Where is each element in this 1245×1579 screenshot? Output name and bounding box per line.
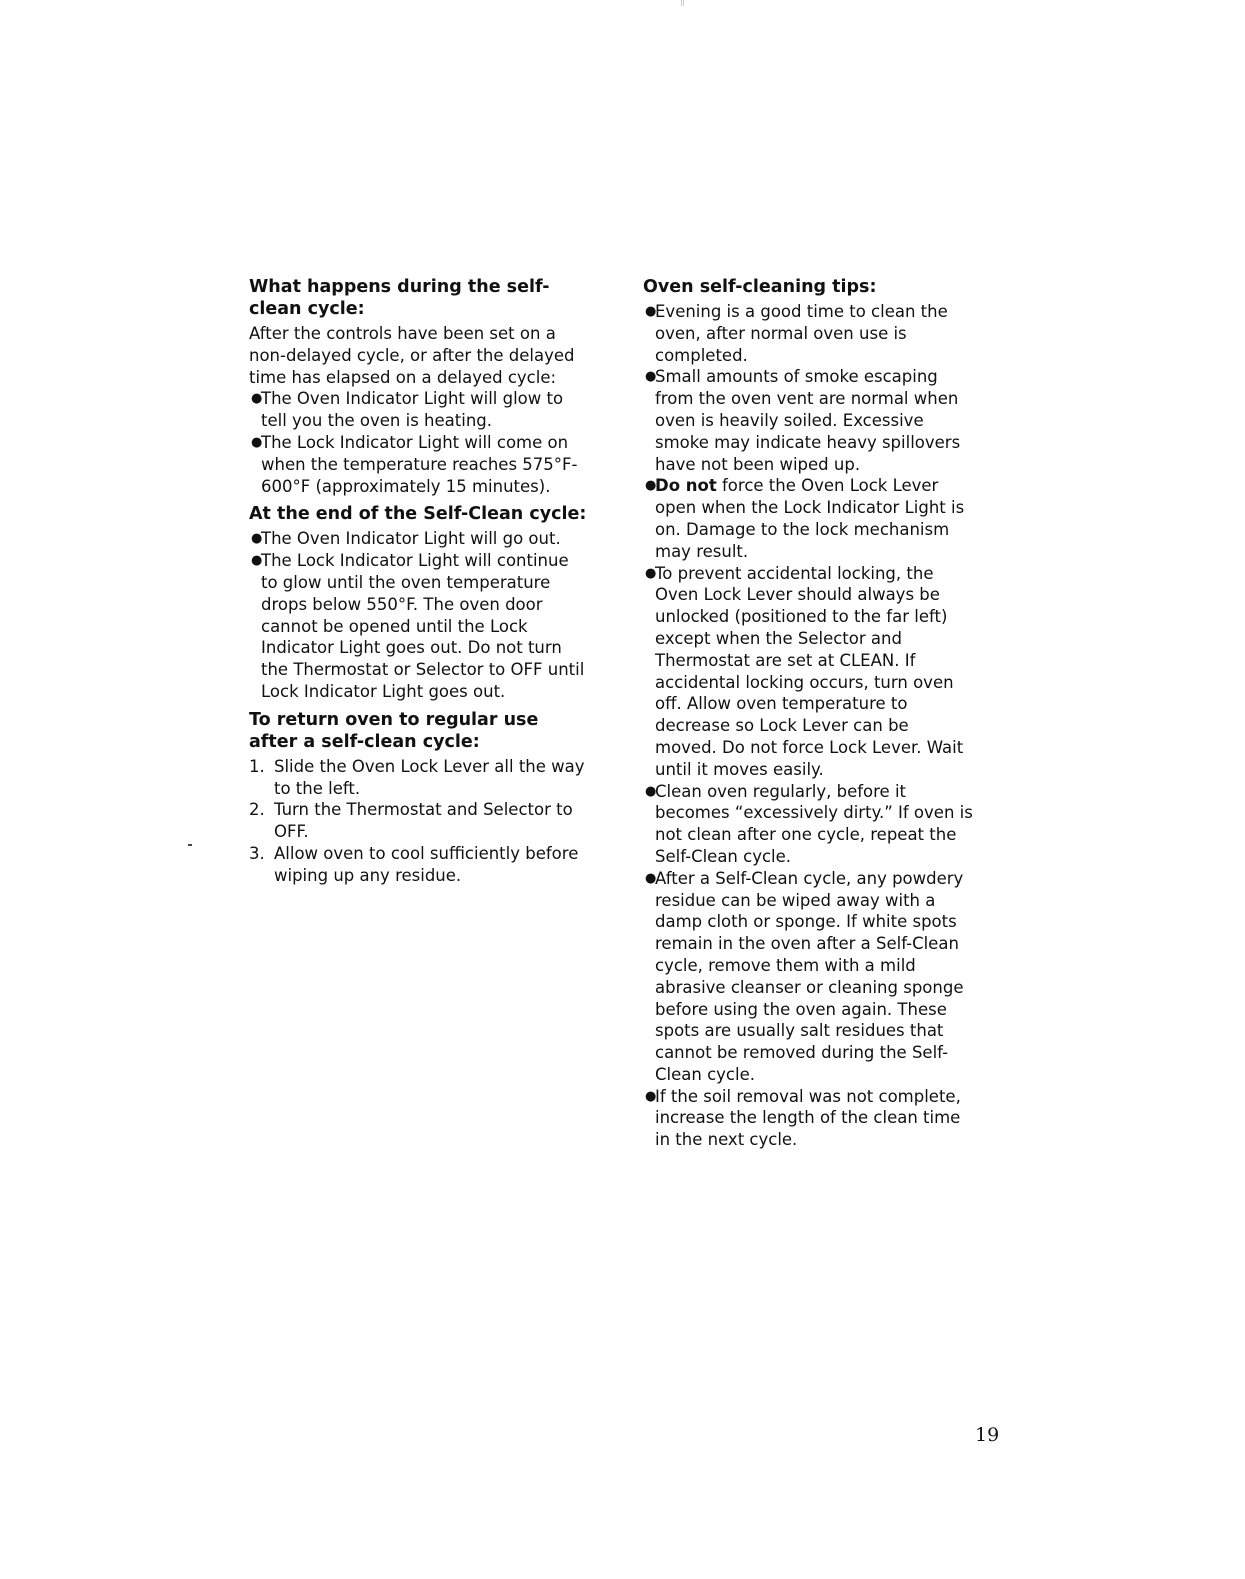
scan-mark [188, 844, 192, 846]
numbered-list [249, 756, 589, 887]
left-column [249, 276, 589, 887]
list-item: ● The Oven Indicator Light will go out. [251, 529, 561, 549]
bullet-icon: ● [251, 434, 263, 450]
section-heading: To return oven to regular use after a self-clean cycle: [249, 709, 539, 752]
bullet-icon: ● [645, 1088, 657, 1104]
right-column [643, 276, 973, 1151]
bullet-icon: ● [251, 553, 263, 569]
bullet-icon: ● [645, 565, 657, 581]
section-heading: Oven self-cleaning tips: [643, 277, 877, 297]
bullet-icon: ● [645, 304, 657, 319]
list-item: ● Clean oven regularly, before it becomes “excessively dirty.” If oven is not clean after one cycle, repeat the Self-Clean cycle. [645, 781, 973, 866]
list-item: ● After a Self-Clean cycle, any powdery residue can be wiped away with a damp cloth or sponge. If white spots remain in the oven after a Self-Clean cycle, remove them with a mild abrasive cleanser or cleaning sponge before using the oven again. These spots are usually salt residues that cannot be removed during the Self-Clean cycle. [645, 868, 964, 1084]
list-item: ● The Lock Indicator Light will continue to glow until the oven temperature drops below 550°F. The oven door cannot be opened until the Lock Indicator Light goes out. Do not turn the Thermostat or Selector to OFF until Lock Indicator Light goes out. [251, 551, 585, 701]
bullet-list [249, 388, 589, 497]
list-item: ● Evening is a good time to clean the oven, after normal oven use is completed. [645, 302, 948, 365]
list-item: ● If the soil removal was not complete, increase the length of the clean time in the next cycle. [645, 1086, 961, 1150]
list-item: ● Do not force the Oven Lock Lever open when the Lock Indicator Light is on. Damage to the lock mechanism may result. [645, 476, 965, 561]
bullet-icon: ● [645, 870, 657, 886]
intro-paragraph: After the controls have been set on a non-delayed cycle, or after the delayed time has elapsed on a delayed cycle: [249, 324, 575, 387]
bullet-icon: ● [645, 783, 657, 799]
list-item: 1. Slide the Oven Lock Lever all the way to the left. [249, 756, 585, 798]
list-item: ● Small amounts of smoke escaping from the oven vent are normal when oven is heavily soiled. Excessive smoke may indicate heavy spillovers have not been wiped up. [645, 367, 961, 474]
list-item: 3. Allow oven to cool sufficiently before wiping up any residue. [249, 843, 579, 885]
list-item: ● To prevent accidental locking, the Oven Lock Lever should always be unlocked (positioned to the far left) except when the Selector and Thermostat are set at CLEAN. If accidental locking occurs, turn oven off. Allow oven temperature to decrease so Lock Lever can be moved. Do not force Lock Lever. Wait until it moves easily. [645, 563, 964, 779]
list-item: ● The Oven Indicator Light will glow to tell you the oven is heating. [251, 389, 564, 431]
section-heading: What happens during the self-clean cycle: [249, 277, 550, 319]
page-number: 19 [975, 1424, 1000, 1446]
list-item: ● The Lock Indicator Light will come on when the temperature reaches 575°F-600°F (approximately 15 minutes). [251, 432, 578, 496]
tips-list [643, 301, 973, 1151]
section-heading: At the end of the Self-Clean cycle: [249, 504, 587, 525]
bullet-icon: ● [645, 478, 657, 494]
list-item: 2. Turn the Thermostat and Selector to OFF. [249, 800, 573, 842]
bullet-icon: ● [251, 531, 263, 547]
scan-mark [681, 0, 684, 6]
bullet-icon: ● [251, 391, 263, 407]
bullet-list [249, 528, 589, 702]
bullet-icon: ● [645, 369, 657, 385]
